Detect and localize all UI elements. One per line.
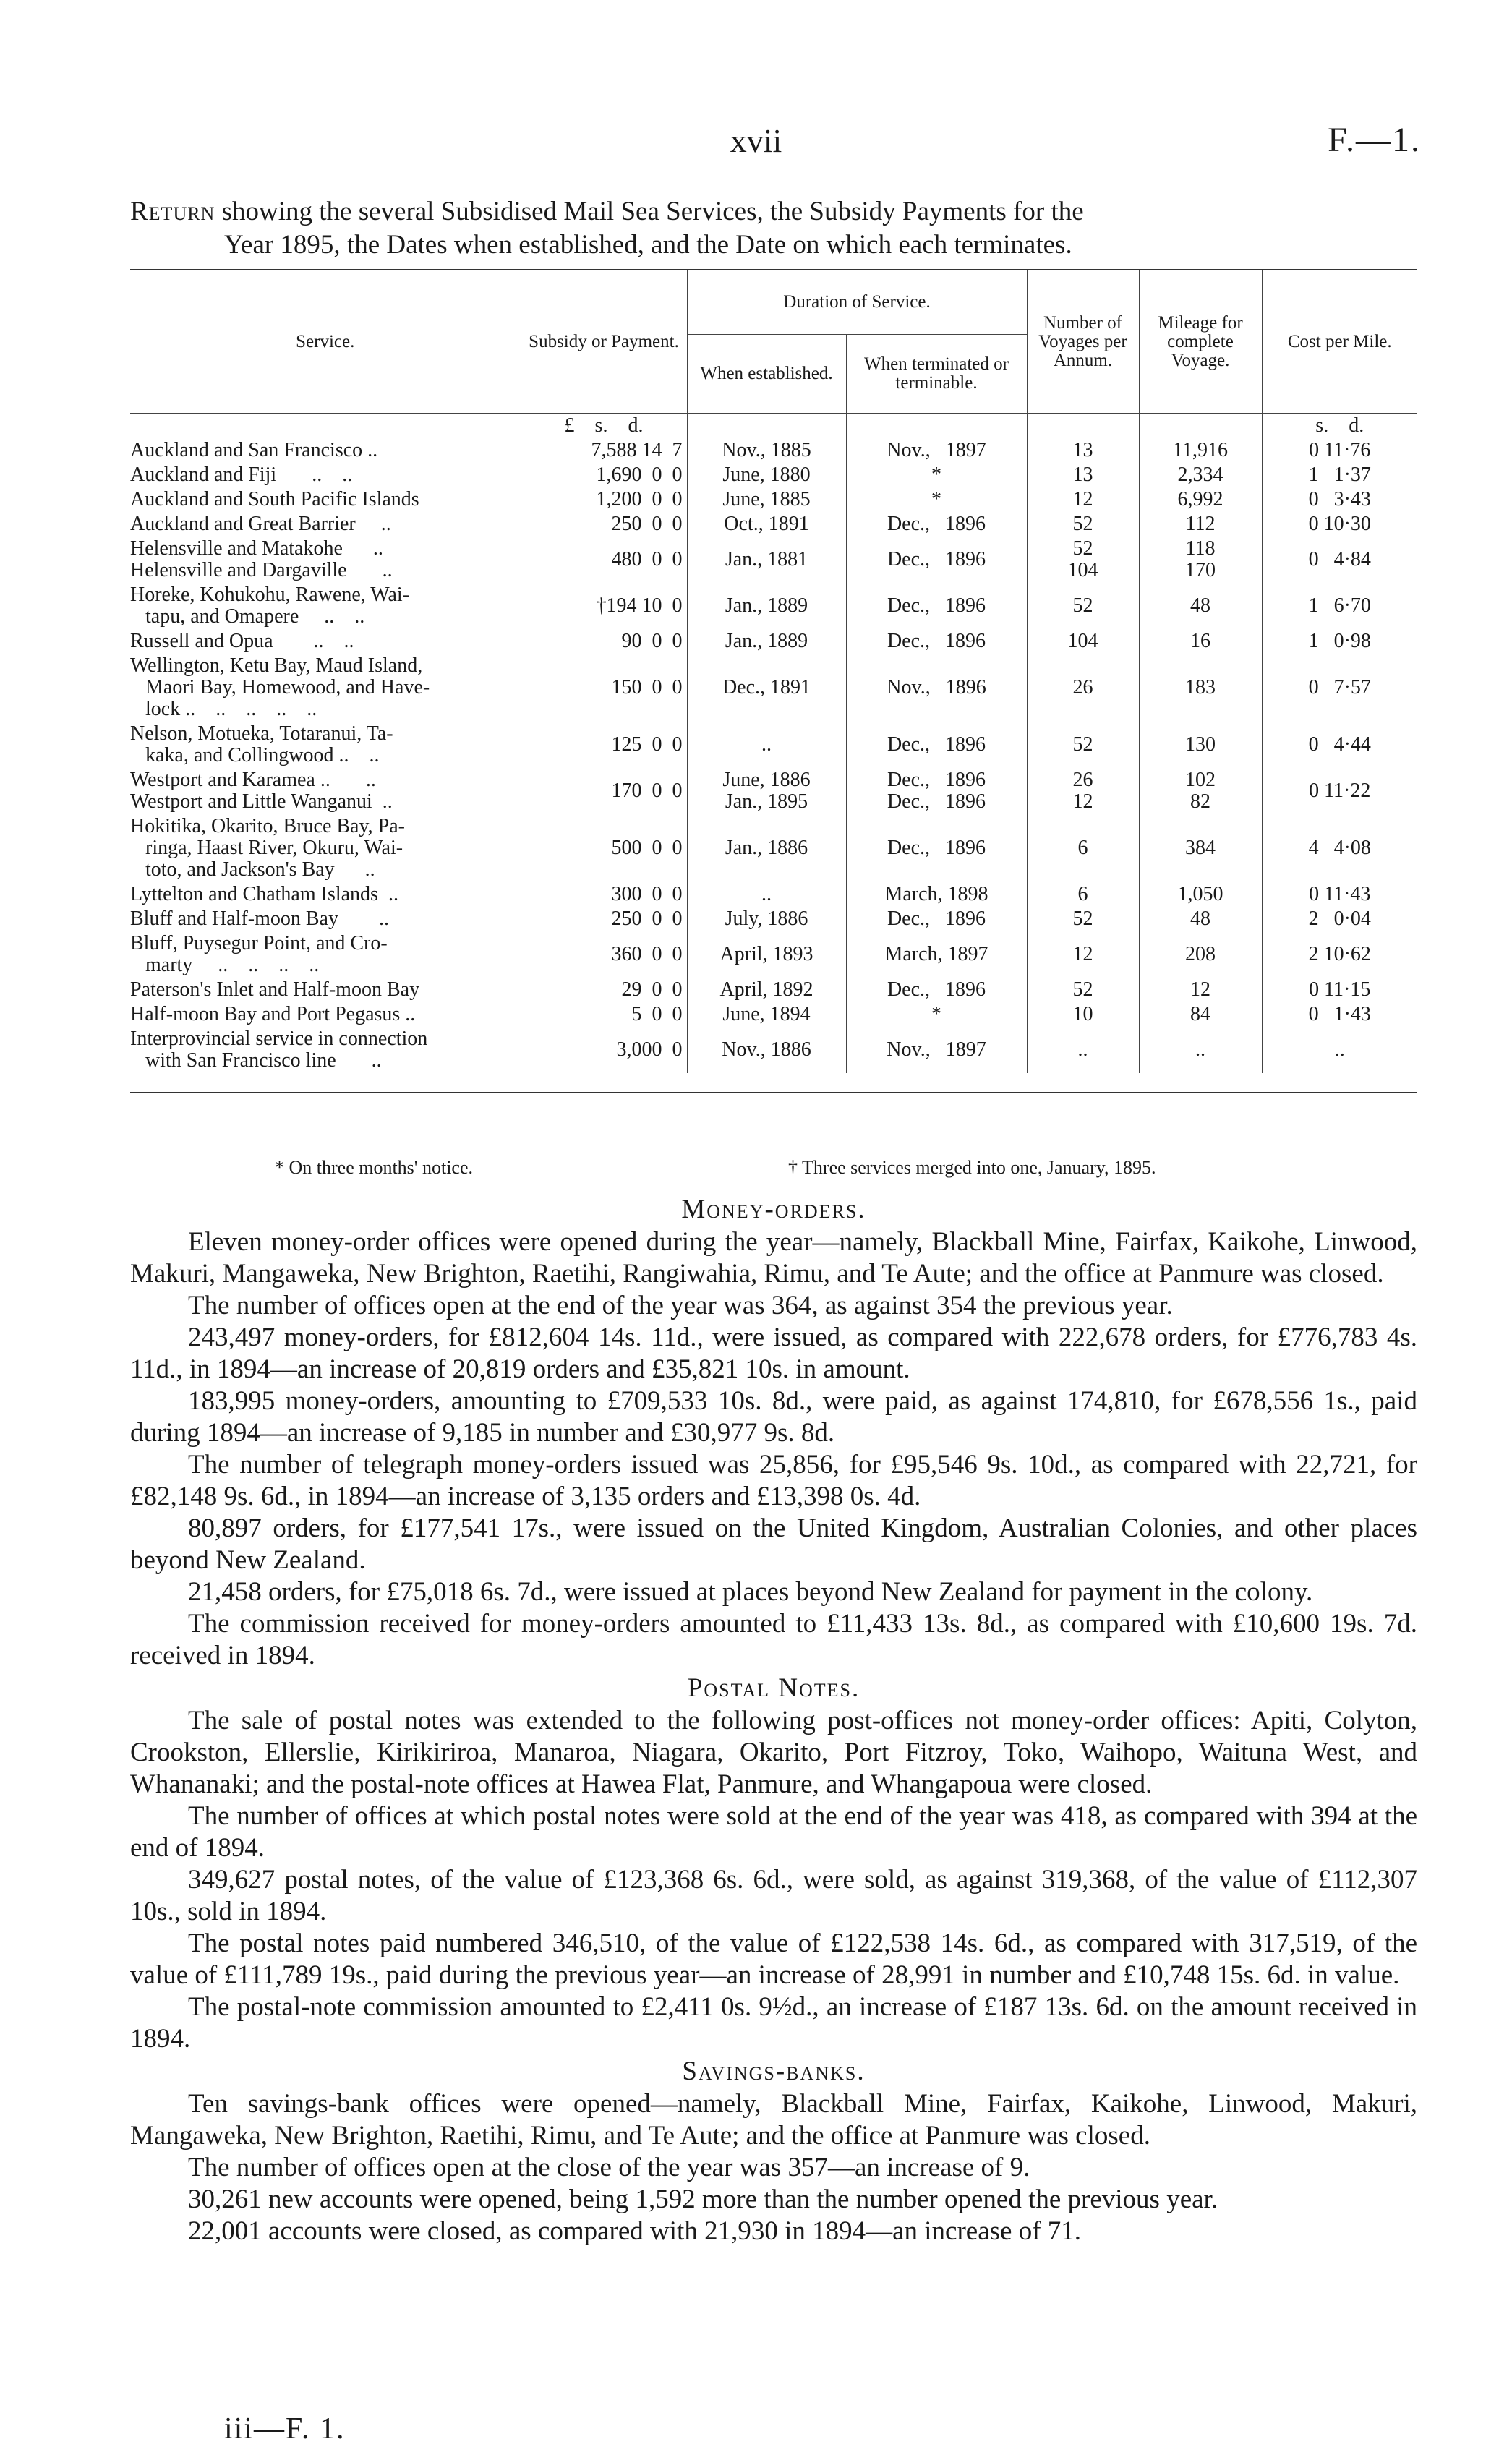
cost-cell: 1 0·98 xyxy=(1308,630,1371,652)
cost-cell: 0 11·22 xyxy=(1309,780,1371,802)
cost-cell: 0 3·43 xyxy=(1308,488,1371,511)
terminated-cell: * xyxy=(846,1002,1027,1027)
mileage-cell: 130 xyxy=(1139,722,1262,768)
header-duration: Duration of Service. xyxy=(687,270,1027,335)
subsidy-cell: 150 0 0 xyxy=(521,654,687,722)
paragraph: The sale of postal notes was extended to the following post-offices not money-order offices: Apiti, Colyton, Crookston, Ellerslie, Kirikiriroa, Manaroa, Niagara, Okarito, Port Fitzroy, Toko, Waihopo, Waituna West, and Whananaki; and the postal-note offices at Hawea Flat, Panmure, and Whangapoua were closed. xyxy=(130,1706,1417,1799)
subsidy-cell: 29 0 0 xyxy=(521,978,687,1002)
paragraph: The postal notes paid numbered 346,510, of the value of £122,538 14s. 6d., as compared with 317,519, of the value of £111,789 19s., paid during the previous year—an increase of 28,991 in number and £10,748 15s. 6d. in value. xyxy=(130,1929,1417,1990)
header-established: When established. xyxy=(687,335,846,414)
cost-cell: .. xyxy=(1334,1038,1345,1061)
service-cell: Russell and Opua .. .. xyxy=(130,629,521,654)
voyages-cell: 52 xyxy=(1027,978,1139,1002)
established-cell: July, 1886 xyxy=(687,907,846,931)
paragraph: Eleven money-order offices were opened during the year—namely, Blackball Mine, Fairfax, Kaikohe, Linwood, Makuri, Mangaweka, New Brighton, Raetihi, Rangiwahia, Rimu, and Te Aute; and the office at Panmure was closed. xyxy=(130,1227,1417,1289)
title-lead: Return xyxy=(130,197,215,226)
voyages-cell: 6 xyxy=(1027,882,1139,907)
established-cell: Jan., 1889 xyxy=(687,629,846,654)
paragraph: The commission received for money-orders amounted to £11,433 13s. 8d., as compared with £10,600 19s. 7d. received in 1894. xyxy=(130,1609,1417,1670)
subsidy-cell: 250 0 0 xyxy=(521,512,687,537)
established-cell: June, 1894 xyxy=(687,1002,846,1027)
table-row xyxy=(130,907,1417,931)
service-cell: Interprovincial service in connection with San Francisco line .. xyxy=(130,1027,521,1073)
established-cell: Nov., 1886 xyxy=(687,1027,846,1073)
mileage-cell: 12 xyxy=(1139,978,1262,1002)
voyages-cell: 52 xyxy=(1027,512,1139,537)
terminated-cell: March, 1898 xyxy=(846,882,1027,907)
service-cell: Wellington, Ketu Bay, Maud Island, Maori Bay, Homewood, and Have- lock .. .. .. .. .. xyxy=(130,654,521,722)
mileage-cell: 102 82 xyxy=(1139,768,1262,814)
table-row xyxy=(130,537,1417,583)
table-row xyxy=(130,512,1417,537)
header-mileage: Mileage for complete Voyage. xyxy=(1139,270,1262,414)
voyages-cell: 13 xyxy=(1027,438,1139,463)
subsidy-cell: 1,690 0 0 xyxy=(521,463,687,487)
table-row xyxy=(130,931,1417,978)
cost-cell: 0 11·43 xyxy=(1309,883,1371,905)
paragraph: The number of offices at which postal notes were sold at the end of the year was 418, as compared with 394 at the end of 1894. xyxy=(130,1801,1417,1863)
cost-cell: 0 4·84 xyxy=(1308,548,1371,571)
subsidy-cell: †194 10 0 xyxy=(521,583,687,629)
paragraph: The number of offices open at the end of the year was 364, as against 354 the previous year. xyxy=(188,1291,1173,1320)
service-cell: Bluff and Half-moon Bay .. xyxy=(130,907,521,931)
title-line2: Year 1895, the Dates when established, and the Date on which each terminates. xyxy=(224,230,1072,260)
paragraph: 21,458 orders, for £75,018 6s. 7d., were issued at places beyond New Zealand for payment in the colony. xyxy=(188,1577,1313,1607)
service-cell: Auckland and San Francisco .. xyxy=(130,438,521,463)
header-cost: Cost per Mile. xyxy=(1262,270,1417,414)
service-cell: Hokitika, Okarito, Bruce Bay, Pa- ringa, Haast River, Okuru, Wai- toto, and Jackson's Bay .. xyxy=(130,814,521,882)
subsidy-cell: 300 0 0 xyxy=(521,882,687,907)
table-bottom-rule xyxy=(130,1092,1417,1093)
header-subsidy: Subsidy or Payment. xyxy=(521,270,687,414)
established-cell: June, 1880 xyxy=(687,463,846,487)
section-heading: Savings-banks. xyxy=(682,2057,866,2086)
header-terminated: When terminated or terminable. xyxy=(846,335,1027,414)
subsidy-cell: 3,000 0 xyxy=(521,1027,687,1073)
mileage-cell: 208 xyxy=(1139,931,1262,978)
paragraph: The number of telegraph money-orders issued was 25,856, for £95,546 9s. 10d., as compared with 22,721, for £82,148 9s. 6d., in 1894—an increase of 3,135 orders and £13,398 0s. 4d. xyxy=(130,1450,1417,1511)
cost-cell: 2 0·04 xyxy=(1308,907,1371,930)
established-cell: .. xyxy=(687,882,846,907)
table-row xyxy=(130,814,1417,882)
page-number: xvii xyxy=(730,122,782,159)
subsidy-cell: 170 0 0 xyxy=(521,768,687,814)
established-cell: Nov., 1885 xyxy=(687,438,846,463)
terminated-cell: Dec., 1896 xyxy=(846,583,1027,629)
page-signature: iii—F. 1. xyxy=(224,2412,346,2446)
paragraph: 243,497 money-orders, for £812,604 14s. 11d., were issued, as compared with 222,678 orders, for £776,783 4s. 11d., in 1894—an increase of 20,819 orders and £35,821 10s. in amount. xyxy=(130,1323,1417,1384)
report-body xyxy=(130,1193,1417,2247)
units-row xyxy=(130,414,1417,439)
subsidy-cell: 7,588 14 7 xyxy=(521,438,687,463)
subsidy-cell: 360 0 0 xyxy=(521,931,687,978)
mileage-cell: 16 xyxy=(1139,629,1262,654)
voyages-cell: 104 xyxy=(1027,629,1139,654)
footnote-dagger: † Three services merged into one, January, 1895. xyxy=(788,1157,1156,1178)
terminated-cell: Dec., 1896 xyxy=(846,722,1027,768)
service-cell: Paterson's Inlet and Half-moon Bay xyxy=(130,978,521,1002)
terminated-cell: Dec., 1896 xyxy=(846,978,1027,1002)
subsidy-cell: 500 0 0 xyxy=(521,814,687,882)
terminated-cell: Nov., 1896 xyxy=(846,654,1027,722)
terminated-cell: * xyxy=(846,463,1027,487)
established-cell: June, 1886 Jan., 1895 xyxy=(687,768,846,814)
paragraph: 22,001 accounts were closed, as compared with 21,930 in 1894—an increase of 71. xyxy=(188,2216,1082,2246)
subsidy-cell: 5 0 0 xyxy=(521,1002,687,1027)
table-row xyxy=(130,463,1417,487)
voyages-cell: .. xyxy=(1027,1027,1139,1073)
voyages-cell: 13 xyxy=(1027,463,1139,487)
mileage-cell: 1,050 xyxy=(1139,882,1262,907)
established-cell: April, 1892 xyxy=(687,978,846,1002)
mileage-cell: 11,916 xyxy=(1139,438,1262,463)
table-body xyxy=(130,414,1417,1074)
subsidy-cell: 90 0 0 xyxy=(521,629,687,654)
established-cell: .. xyxy=(687,722,846,768)
table-row xyxy=(130,978,1417,1002)
table-row xyxy=(130,438,1417,463)
service-cell: Helensville and Matakohe .. Helensville and Dargaville .. xyxy=(130,537,521,583)
cost-units: s. d. xyxy=(1315,414,1364,437)
terminated-cell: March, 1897 xyxy=(846,931,1027,978)
paragraph: 80,897 orders, for £177,541 17s., were issued on the United Kingdom, Australian Colonies, and other places beyond New Zealand. xyxy=(130,1513,1417,1575)
section-heading: Money-orders. xyxy=(681,1195,866,1224)
cost-cell: 0 11·76 xyxy=(1309,439,1371,461)
table-row xyxy=(130,1027,1417,1073)
service-cell: Nelson, Motueka, Totaranui, Ta- kaka, and Collingwood .. .. xyxy=(130,722,521,768)
terminated-cell: Dec., 1896 xyxy=(846,907,1027,931)
established-cell: Oct., 1891 xyxy=(687,512,846,537)
mileage-cell: 118 170 xyxy=(1139,537,1262,583)
subsidy-table xyxy=(130,270,1417,1073)
established-cell: Jan., 1889 xyxy=(687,583,846,629)
subsidy-cell: 480 0 0 xyxy=(521,537,687,583)
terminated-cell: Nov., 1897 xyxy=(846,438,1027,463)
table-row xyxy=(130,629,1417,654)
service-cell: Auckland and Fiji .. .. xyxy=(130,463,521,487)
established-cell: Jan., 1881 xyxy=(687,537,846,583)
cost-cell: 0 11·15 xyxy=(1309,978,1371,1001)
mileage-cell: 48 xyxy=(1139,907,1262,931)
service-cell: Bluff, Puysegur Point, and Cro- marty .. .. .. .. xyxy=(130,931,521,978)
voyages-cell: 26 12 xyxy=(1027,768,1139,814)
established-cell: Jan., 1886 xyxy=(687,814,846,882)
voyages-cell: 52 xyxy=(1027,722,1139,768)
mileage-cell: 384 xyxy=(1139,814,1262,882)
terminated-cell: Dec., 1896 xyxy=(846,537,1027,583)
mileage-cell: 183 xyxy=(1139,654,1262,722)
footnote-star: * On three months' notice. xyxy=(275,1157,474,1178)
terminated-cell: Dec., 1896 Dec., 1896 xyxy=(846,768,1027,814)
mileage-cell: 6,992 xyxy=(1139,487,1262,512)
voyages-cell: 10 xyxy=(1027,1002,1139,1027)
page-code: F.—1. xyxy=(1328,121,1421,159)
service-cell: Auckland and Great Barrier .. xyxy=(130,512,521,537)
paragraph: 30,261 new accounts were opened, being 1,592 more than the number opened the previous year. xyxy=(188,2184,1218,2214)
cost-cell: 0 4·44 xyxy=(1308,733,1371,756)
cost-cell: 0 10·30 xyxy=(1308,513,1371,535)
terminated-cell: Dec., 1896 xyxy=(846,512,1027,537)
voyages-cell: 12 xyxy=(1027,487,1139,512)
established-cell: June, 1885 xyxy=(687,487,846,512)
service-cell: Half-moon Bay and Port Pegasus .. xyxy=(130,1002,521,1027)
service-cell: Horeke, Kohukohu, Rawene, Wai- tapu, and Omapere .. .. xyxy=(130,583,521,629)
section-heading: Postal Notes. xyxy=(687,1673,860,1703)
voyages-cell: 26 xyxy=(1027,654,1139,722)
table-row xyxy=(130,1002,1417,1027)
voyages-cell: 6 xyxy=(1027,814,1139,882)
service-cell: Westport and Karamea .. .. Westport and Little Wanganui .. xyxy=(130,768,521,814)
paragraph: 349,627 postal notes, of the value of £123,368 6s. 6d., were sold, as against 319,368, of the value of £112,307 10s., sold in 1894. xyxy=(130,1865,1417,1926)
terminated-cell: Dec., 1896 xyxy=(846,814,1027,882)
voyages-cell: 52 xyxy=(1027,907,1139,931)
subsidy-cell: 125 0 0 xyxy=(521,722,687,768)
table-row xyxy=(130,487,1417,512)
cost-cell: 2 10·62 xyxy=(1308,943,1371,965)
service-cell: Lyttelton and Chatham Islands .. xyxy=(130,882,521,907)
terminated-cell: Nov., 1897 xyxy=(846,1027,1027,1073)
cost-cell: 1 6·70 xyxy=(1308,594,1371,617)
voyages-cell: 52 xyxy=(1027,583,1139,629)
terminated-cell: * xyxy=(846,487,1027,512)
subsidy-cell: 250 0 0 xyxy=(521,907,687,931)
cost-cell: 4 4·08 xyxy=(1308,837,1371,859)
voyages-cell: 12 xyxy=(1027,931,1139,978)
title-line1: showing the several Subsidised Mail Sea Services, the Subsidy Payments for the xyxy=(215,197,1084,226)
voyages-cell: 52 104 xyxy=(1027,537,1139,583)
mileage-cell: 2,334 xyxy=(1139,463,1262,487)
cost-cell: 0 1·43 xyxy=(1308,1003,1371,1025)
paragraph: The number of offices open at the close of the year was 357—an increase of 9. xyxy=(188,2153,1030,2182)
established-cell: Dec., 1891 xyxy=(687,654,846,722)
service-cell: Auckland and South Pacific Islands xyxy=(130,487,521,512)
established-cell: April, 1893 xyxy=(687,931,846,978)
paragraph: 183,995 money-orders, amounting to £709,533 10s. 8d., were paid, as against 174,810, for £678,556 1s., paid during 1894—an increase of 9,185 in number and £30,977 9s. 8d. xyxy=(130,1386,1417,1448)
mileage-cell: 48 xyxy=(1139,583,1262,629)
table-row xyxy=(130,583,1417,629)
table-row xyxy=(130,768,1417,814)
subsidy-cell: 1,200 0 0 xyxy=(521,487,687,512)
paragraph: Ten savings-bank offices were opened—namely, Blackball Mine, Fairfax, Kaikohe, Linwood, Makuri, Mangaweka, New Brighton, Raetihi, Rimu, and Te Aute; and the office at Panmure was closed. xyxy=(130,2089,1417,2151)
table-row xyxy=(130,654,1417,722)
mileage-cell: 112 xyxy=(1139,512,1262,537)
table-row xyxy=(130,722,1417,768)
header-service: Service. xyxy=(130,270,521,414)
cost-cell: 0 7·57 xyxy=(1308,676,1371,699)
table-row xyxy=(130,882,1417,907)
table-title xyxy=(130,195,1417,262)
mileage-cell: .. xyxy=(1139,1027,1262,1073)
paragraph: The postal-note commission amounted to £2,411 0s. 9½d., an increase of £187 13s. 6d. on the amount received in 1894. xyxy=(130,1992,1417,2054)
cost-cell: 1 1·37 xyxy=(1308,464,1371,486)
mileage-cell: 84 xyxy=(1139,1002,1262,1027)
subsidy-units: £ s. d. xyxy=(521,414,687,439)
header-voyages: Number of Voyages per Annum. xyxy=(1027,270,1139,414)
subsidy-table-wrapper xyxy=(130,269,1417,1093)
terminated-cell: Dec., 1896 xyxy=(846,629,1027,654)
